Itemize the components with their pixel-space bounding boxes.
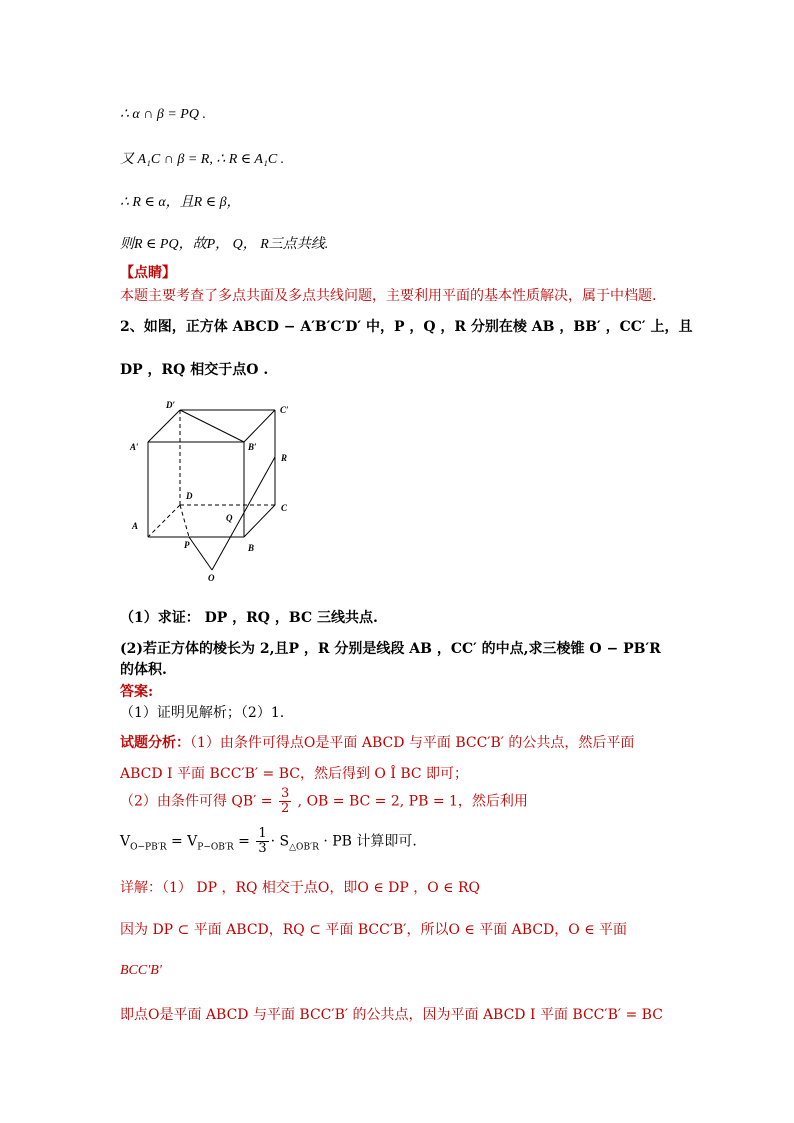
part-2-line-2: 的体积.	[120, 662, 167, 678]
fraction-1-3	[256, 827, 268, 856]
detail-line-1: 详解：（1） DP ，RQ 相交于点O，即O ∈ DP ，O ∈ RQ	[120, 880, 480, 896]
analysis-4-end: · PB 计算即可.	[318, 833, 417, 850]
analysis-3-pre: （2）由条件可得 QB′ =	[120, 793, 273, 810]
label-D: D	[186, 491, 193, 501]
label-C: C	[281, 503, 288, 513]
frac-num: 3	[280, 786, 290, 801]
comment-heading: 【点睛】	[120, 265, 176, 281]
frac-den: 2	[280, 801, 290, 816]
v-symbol-1: V	[120, 833, 131, 850]
analysis-text-1: （1）由条件可得点O是平面 ABCD 与平面 BCC′B′ 的公共点，然后平面	[190, 735, 635, 751]
problem-stem-1: 2、如图，正方体 ABCD − A′B′C′D′ 中，P ，Q ，R 分别在棱 AB ，BB′ ，CC′ 上，且	[120, 319, 693, 335]
label-Q: Q	[226, 513, 233, 523]
proof-line-3: ∴ R ∈ α，且R ∈ β，	[120, 195, 241, 210]
cube-figure	[120, 395, 320, 590]
analysis-heading: 试题分析：	[120, 735, 190, 751]
answer-text: （1）证明见解析；（2）1.	[120, 705, 285, 721]
analysis-line-2: ABCD I 平面 BCC′B′ = BC，然后得到 O Î BC 即可；	[120, 766, 469, 782]
s-symbol: · S	[270, 833, 290, 850]
v-symbol-2: = V	[166, 833, 198, 850]
equals: =	[233, 833, 250, 850]
proof-line-1: ∴ α ∩ β = PQ .	[120, 107, 206, 122]
analysis-line-1	[120, 732, 634, 752]
frac-num: 1	[258, 826, 267, 841]
label-D1: D′	[166, 400, 176, 410]
fraction-3-2	[279, 787, 291, 816]
label-A: A	[132, 521, 139, 531]
label-A1: A′	[130, 442, 139, 452]
label-O: O	[208, 573, 215, 583]
detail-line-3: BCC′B′	[120, 963, 162, 978]
problem-stem-2: DP ，RQ 相交于点O .	[120, 362, 269, 378]
v-sub-2: P−OB′R	[197, 842, 234, 853]
proof-line-4: 则R ∈ PQ，故P， Q， R三点共线.	[120, 237, 329, 252]
label-R: R	[281, 453, 288, 463]
proof-line-2: 又 A₁C ∩ β = R, ∴ R ∈ A₁C .	[120, 152, 285, 167]
analysis-line-3	[120, 787, 528, 816]
analysis-3-post: , OB = BC = 2, PB = 1，然后利用	[297, 793, 528, 810]
s-sub: △OB′R	[289, 842, 319, 853]
analysis-line-4	[120, 827, 417, 856]
label-P: P	[184, 540, 190, 550]
detail-line-4: 即点O是平面 ABCD 与平面 BCC′B′ 的公共点，因为平面 ABCD I 平面 BCC′B′ = BC	[120, 1007, 663, 1023]
v-sub-1: O−PB′R	[130, 842, 167, 853]
label-B: B	[248, 543, 255, 553]
answer-heading: 答案:	[120, 684, 154, 700]
label-B1: B′	[248, 442, 257, 452]
comment-text: 本题主要考查了多点共面及多点共线问题，主要利用平面的基本性质解决，属于中档题.	[120, 288, 657, 304]
part-1: （1）求证： DP ，RQ ，BC 三线共点.	[120, 610, 378, 626]
part-2-line-1: (2)若正方体的棱长为 2,且P ，R 分别是线段 AB ，CC′ 的中点,求三棱锥 O − PB′R	[120, 641, 661, 657]
frac-den: 3	[258, 841, 267, 856]
detail-line-2: 因为 DP ⊂ 平面 ABCD，RQ ⊂ 平面 BCC′B′，所以O ∈ 平面 ABCD，O ∈ 平面	[120, 922, 628, 938]
label-C1: C′	[280, 405, 289, 415]
